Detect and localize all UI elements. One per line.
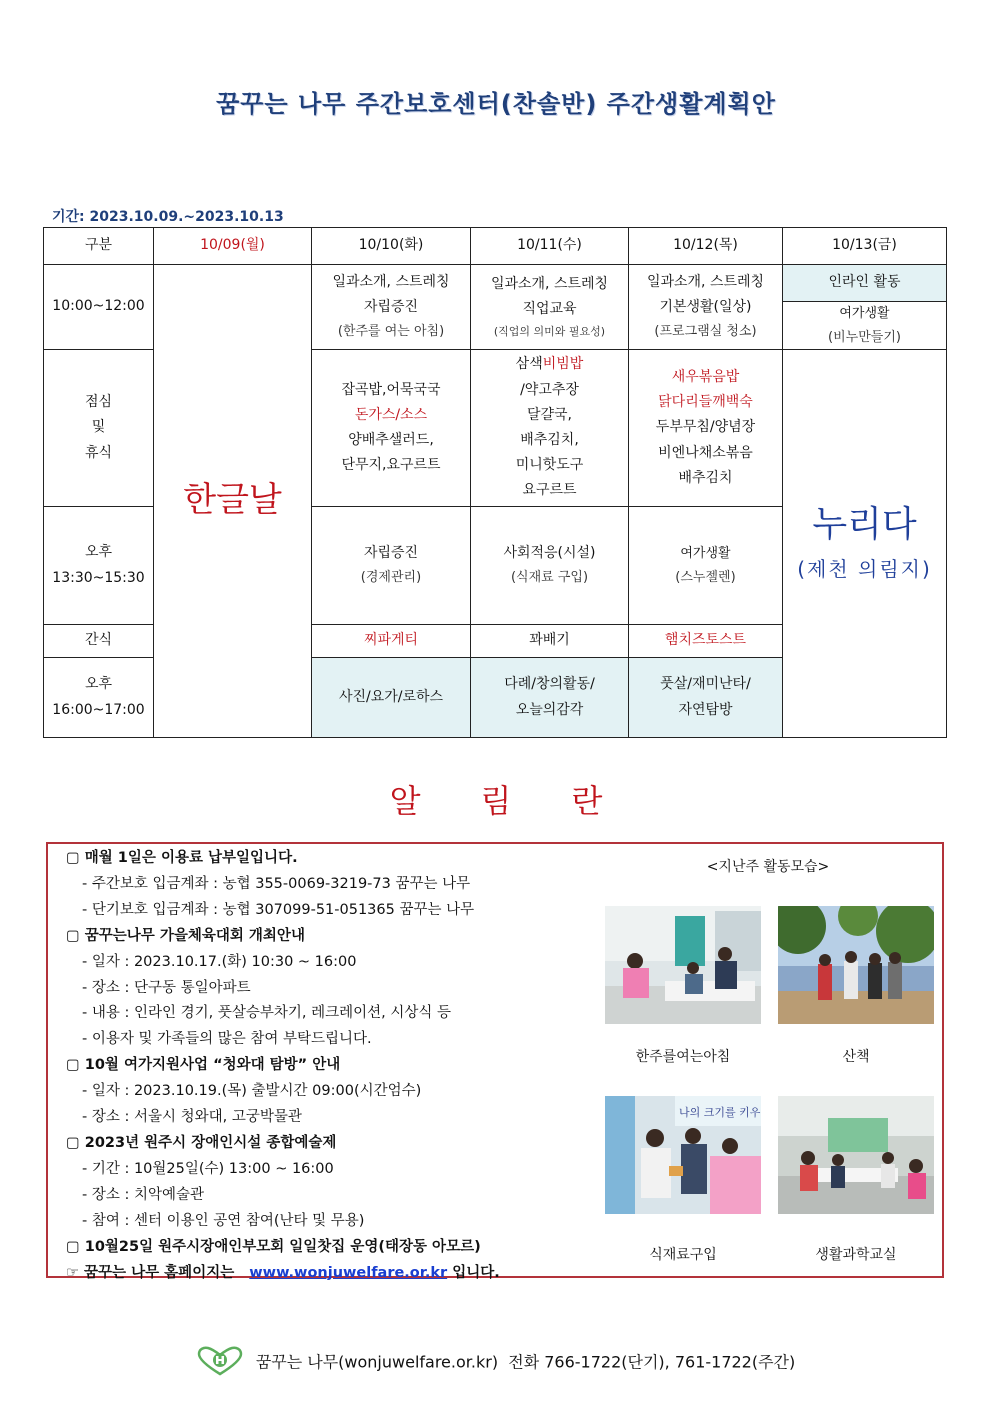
header-thu: 10/12(목) bbox=[629, 228, 783, 265]
menu-line: 달걀국, bbox=[526, 406, 573, 423]
photo-walk-image bbox=[778, 906, 934, 1024]
menu-line: 요구르트 bbox=[522, 482, 577, 499]
lunch-thu bbox=[629, 350, 783, 507]
photo-grocery bbox=[605, 1096, 761, 1214]
afternoon1-tue bbox=[312, 507, 471, 625]
caption-morning: 한주를여는아침 bbox=[635, 1049, 731, 1065]
lunch-wed bbox=[471, 350, 629, 507]
menu-line: 배추김치, bbox=[520, 432, 579, 448]
menu-line: 단무지,요구르트 bbox=[341, 457, 441, 474]
photo-morning bbox=[605, 906, 761, 1024]
notice-item: - 이용자 및 가족들의 많은 참여 부탁드립니다. bbox=[82, 1031, 372, 1048]
snack-tue: 찌파게티 bbox=[312, 625, 471, 658]
homepage-prefix: ☞ 꿈꾸는 나무 홈페이지는 bbox=[66, 1264, 235, 1281]
cell-sub: (경제관리) bbox=[360, 570, 422, 586]
menu-line: 비엔나채소볶음 bbox=[658, 444, 753, 461]
notice-heading: ▢ 10월 여가지원사업 “청와대 탐방” 안내 bbox=[66, 1057, 341, 1074]
heart-logo-icon bbox=[197, 1346, 243, 1376]
caption-walk: 산책 bbox=[842, 1049, 870, 1065]
cell-line: 직업교육 bbox=[522, 301, 577, 318]
morning-tue bbox=[312, 265, 471, 350]
cell-line: 풋살/재미난타/ bbox=[660, 676, 751, 693]
label-line: 13:30~15:30 bbox=[52, 569, 145, 586]
header-mon: 10/09(월) bbox=[154, 228, 312, 265]
homepage-line bbox=[66, 1261, 586, 1287]
menu-line bbox=[471, 352, 628, 377]
photos-title: <지난주 활동모습> bbox=[706, 859, 830, 875]
cell-line: 일과소개, 스트레칭 bbox=[646, 274, 765, 291]
notice-item: - 장소 : 치악예술관 bbox=[82, 1186, 204, 1203]
label-line: 오후 bbox=[84, 544, 113, 561]
cell-line: 여가생활 bbox=[839, 306, 890, 322]
menu-line: 돈가스/소스 bbox=[354, 406, 428, 423]
afternoon2-thu bbox=[629, 658, 783, 738]
notice-item: - 내용 : 인라인 경기, 풋살승부차기, 레크레이션, 시상식 등 bbox=[82, 1005, 451, 1022]
footer-text: 꿈꾸는 나무(wonjuwelfare.or.kr) 전화 766-1722(단기), 761-1722(주간) bbox=[255, 1352, 796, 1372]
photo-morning-image bbox=[605, 906, 761, 1024]
morning-label: 10:00~12:00 bbox=[44, 265, 154, 350]
notice-item: - 일자 : 2023.10.17.(화) 10:30 ~ 16:00 bbox=[82, 953, 357, 970]
notice-item: - 기간 : 10월25일(수) 13:00 ~ 16:00 bbox=[82, 1160, 334, 1177]
notice-title: 알림란 bbox=[389, 782, 663, 820]
afternoon2-wed bbox=[471, 658, 629, 738]
menu-line: 배추김치 bbox=[678, 469, 733, 486]
label-line: 오후 bbox=[84, 676, 113, 693]
menu-line: /약고추장 bbox=[520, 381, 579, 398]
cell-sub: (한주를 여는 아침) bbox=[337, 324, 445, 340]
event-sub: (제천 의림지) bbox=[797, 556, 932, 581]
menu-line: 두부무침/양념장 bbox=[655, 419, 756, 436]
header-wed: 10/11(수) bbox=[471, 228, 629, 265]
notice-item: - 장소 : 서울시 청와대, 고궁박물관 bbox=[82, 1109, 302, 1126]
label-line: 16:00~17:00 bbox=[52, 701, 145, 718]
morning-row bbox=[44, 265, 947, 302]
cell-sub: (비누만들기) bbox=[828, 329, 901, 345]
cell-sub: (프로그램실 청소) bbox=[654, 324, 757, 340]
header-fri: 10/13(금) bbox=[783, 228, 947, 265]
morning-thu bbox=[629, 265, 783, 350]
label-line: 및 bbox=[91, 419, 106, 436]
menu-line: 닭다리들깨백숙 bbox=[658, 394, 753, 411]
cell-line: 자립증진 bbox=[363, 299, 419, 316]
cell-line: 일과소개, 스트레칭 bbox=[490, 275, 609, 292]
footer bbox=[0, 1346, 992, 1376]
label-line: 점심 bbox=[84, 394, 113, 411]
page-title: 꿈꾸는 나무 주간보호센터(찬솔반) 주간생활계획안 bbox=[216, 90, 776, 118]
fri-event-cell bbox=[783, 350, 947, 738]
notice-list bbox=[66, 846, 586, 1286]
cell-sub: (스누젤렌) bbox=[675, 569, 736, 585]
table-header-row bbox=[44, 228, 947, 265]
cell-line: 사회적응(시설) bbox=[503, 545, 596, 562]
morning-fri-top: 인라인 활동 bbox=[783, 265, 947, 302]
notice-heading: ▢ 10월25일 원주시장애인부모회 일일찻집 운영(태장동 아모르) bbox=[66, 1238, 481, 1255]
afternoon1-wed bbox=[471, 507, 629, 625]
holiday-text: 한글날 bbox=[183, 480, 282, 521]
banner-text: 나의 크기를 키우 bbox=[679, 1106, 761, 1119]
cell-line: 다례/창의활동/ bbox=[504, 676, 595, 693]
lunch-label bbox=[44, 350, 154, 507]
menu-line: 새우볶음밥 bbox=[671, 369, 740, 386]
cell-line: 자립증진 bbox=[363, 545, 419, 562]
photo-science bbox=[778, 1096, 934, 1214]
homepage-link[interactable]: www.wonjuwelfare.or.kr bbox=[249, 1264, 448, 1281]
notice-item: - 참여 : 센터 이용인 공연 참여(난타 및 무용) bbox=[82, 1212, 365, 1229]
photo-grocery-image bbox=[605, 1096, 761, 1214]
afternoon1-thu bbox=[629, 507, 783, 625]
notice-box bbox=[46, 842, 944, 1281]
mon-holiday-cell bbox=[154, 265, 312, 738]
notice-item: - 주간보호 입금계좌 : 농협 355-0069-3219-73 꿈꾸는 나무 bbox=[82, 875, 471, 892]
cell-sub: (식재료 구입) bbox=[510, 570, 589, 586]
event-title: 누리다 bbox=[812, 504, 917, 546]
cell-sub: (직업의 의미와 필요성) bbox=[493, 325, 606, 339]
cell-line: 기본생활(일상) bbox=[659, 299, 752, 316]
afternoon2-label bbox=[44, 658, 154, 738]
afternoon2-tue: 사진/요가/로하스 bbox=[312, 658, 471, 738]
header-tue: 10/10(화) bbox=[312, 228, 471, 265]
afternoon1-label bbox=[44, 507, 154, 625]
caption-grocery: 식재료구입 bbox=[649, 1247, 717, 1263]
homepage-suffix: 입니다. bbox=[452, 1264, 500, 1281]
notice-item: - 장소 : 단구동 통일아파트 bbox=[82, 979, 251, 996]
header-category: 구분 bbox=[44, 228, 154, 265]
cell-line: 자연탐방 bbox=[678, 701, 733, 718]
menu-line: 잡곡밥,어묵국국 bbox=[341, 381, 441, 398]
morning-wed bbox=[471, 265, 629, 350]
caption-science: 생활과학교실 bbox=[815, 1247, 897, 1263]
notice-item: - 단기보호 입금계좌 : 농협 307099-51-051365 꿈꾸는 나무 bbox=[82, 901, 475, 918]
menu-line: 미니핫도구 bbox=[515, 457, 584, 474]
menu-line: 양배추샐러드, bbox=[348, 432, 434, 448]
snack-wed: 꽈배기 bbox=[471, 625, 629, 658]
lunch-tue bbox=[312, 350, 471, 507]
menu-text-red: 비빔밥 bbox=[542, 356, 584, 373]
cell-line: 오늘의감각 bbox=[515, 701, 584, 718]
cell-line: 여가생활 bbox=[680, 546, 731, 562]
snack-thu: 햄치즈토스트 bbox=[629, 625, 783, 658]
menu-text: 삼색 bbox=[515, 356, 543, 373]
snack-label: 간식 bbox=[44, 625, 154, 658]
photo-walk bbox=[778, 906, 934, 1024]
cell-line: 일과소개, 스트레칭 bbox=[332, 274, 450, 291]
period-label: 기간: 2023.10.09.~2023.10.13 bbox=[52, 209, 284, 225]
notice-items bbox=[66, 846, 586, 1261]
notice-heading: ▢ 2023년 원주시 장애인시설 종합예술제 bbox=[66, 1134, 337, 1151]
weekly-schedule-table bbox=[43, 227, 947, 738]
label-line: 휴식 bbox=[84, 444, 113, 461]
notice-heading: ▢ 매월 1일은 이용료 납부일입니다. bbox=[66, 850, 298, 866]
photo-science-image bbox=[778, 1096, 934, 1214]
notice-heading: ▢ 꿈꾸는나무 가을체육대회 개최안내 bbox=[66, 927, 305, 944]
notice-item: - 일자 : 2023.10.19.(목) 출발시간 09:00(시간엄수) bbox=[82, 1083, 422, 1100]
morning-fri-bottom bbox=[783, 302, 947, 350]
